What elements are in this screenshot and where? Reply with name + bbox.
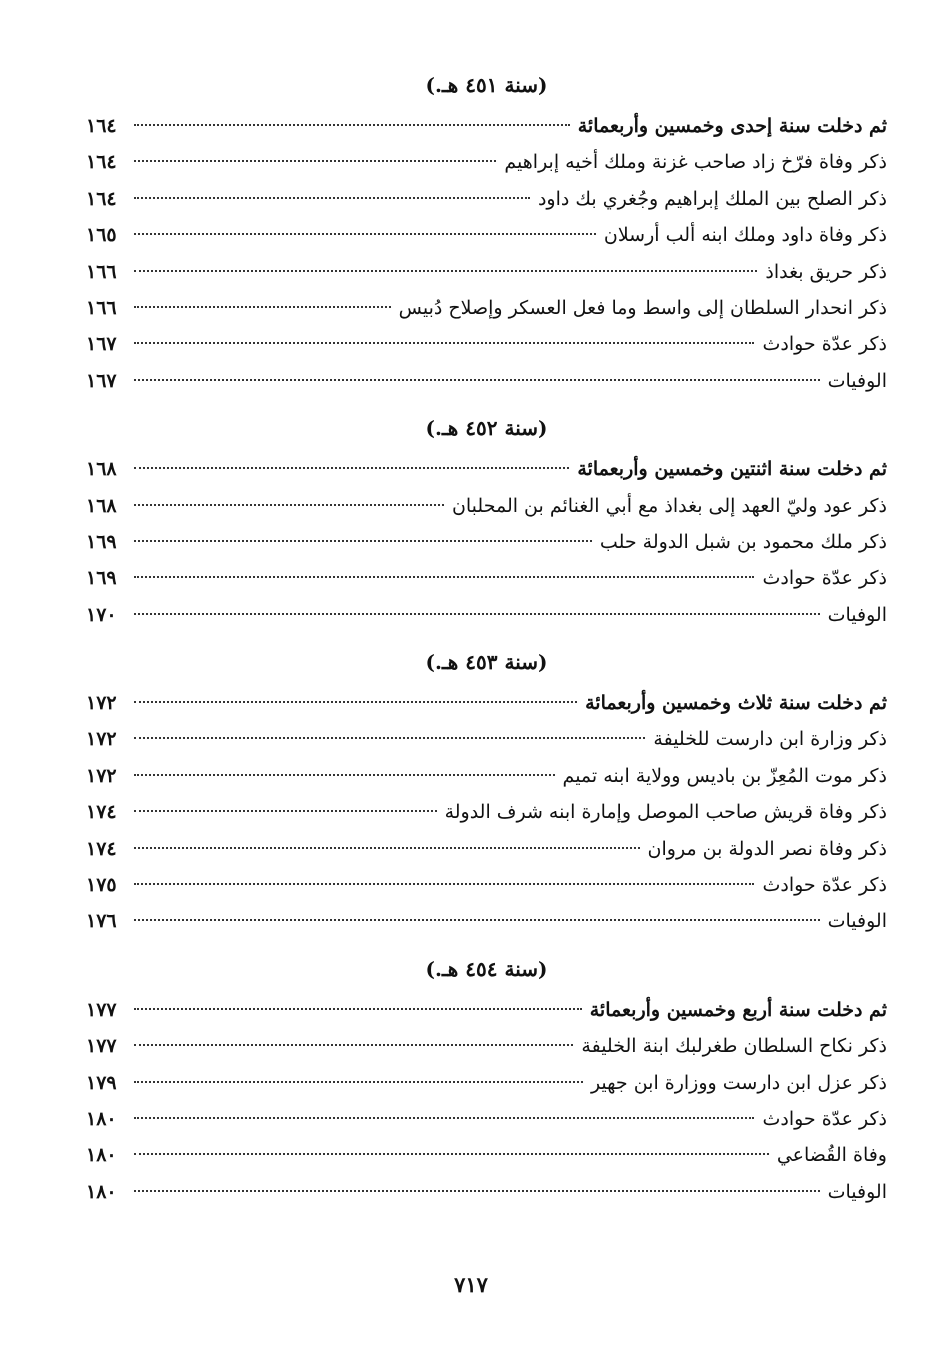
- toc-entry: [86, 181, 887, 217]
- entry-page-number: ١٧٤: [86, 837, 117, 860]
- toc-entry: [86, 831, 887, 867]
- dot-leader: [134, 774, 555, 776]
- toc-entry: [86, 326, 887, 362]
- entry-page-number: ١٧٤: [86, 801, 117, 824]
- toc-section: [86, 643, 887, 940]
- toc-entry: [86, 488, 887, 524]
- entry-label: ثم دخلت سنة إحدى وخمسين وأربعمائة: [577, 115, 887, 137]
- dot-leader: [134, 504, 444, 506]
- toc-entry: [86, 1028, 887, 1064]
- toc-entry: [86, 992, 887, 1028]
- entry-page-number: ١٧٢: [86, 692, 117, 715]
- toc-entry: [86, 524, 887, 560]
- dot-leader: [134, 1081, 583, 1083]
- entry-page-number: ١٧٧: [86, 998, 117, 1021]
- toc-entry: [86, 903, 887, 939]
- dot-leader: [134, 233, 596, 235]
- dot-leader: [134, 701, 577, 703]
- toc-entry: [86, 1137, 887, 1173]
- dot-leader: [134, 270, 757, 272]
- entry-page-number: ١٦٤: [86, 115, 117, 137]
- entry-label: ذكر موت المُعِزّ بن باديس وولاية ابنه تميم: [562, 764, 887, 787]
- entry-page-number: ١٦٦: [86, 260, 117, 283]
- toc-entry: [86, 451, 887, 487]
- entry-label: الوفيات: [827, 603, 887, 626]
- entry-page-number: ١٨٠: [86, 1107, 117, 1130]
- toc-section: [86, 950, 887, 1210]
- dot-leader: [134, 160, 496, 162]
- entry-page-number: ١٧٢: [86, 728, 117, 751]
- entry-label: ذكر وفاة نصر الدولة بن مروان: [647, 837, 887, 860]
- entry-label: وفاة القُضاعي: [776, 1144, 887, 1167]
- entry-label: ثم دخلت سنة ثلاث وخمسين وأربعمائة: [585, 692, 887, 715]
- toc-entry: [86, 217, 887, 253]
- entry-label: ذكر عدّة حوادث: [762, 1107, 887, 1130]
- dot-leader: [134, 540, 592, 542]
- toc-entry: [86, 1101, 887, 1137]
- page-number: ٧١٧: [454, 1272, 488, 1297]
- entry-label: ذكر وفاة داود وملك ابنه ألب أرسلان: [603, 224, 887, 247]
- section-title: (سنة ٤٥٤ هـ.): [425, 956, 548, 981]
- entry-page-number: ١٧٧: [86, 1035, 117, 1058]
- entry-label: ذكر عدّة حوادث: [762, 333, 887, 356]
- entry-label: ذكر وزارة ابن دارست للخليفة: [653, 728, 887, 751]
- entry-label: الوفيات: [827, 1180, 887, 1203]
- entry-label: الوفيات: [827, 910, 887, 933]
- entry-page-number: ١٧٥: [86, 874, 117, 897]
- toc-entry: [86, 1174, 887, 1210]
- entry-page-number: ١٦٨: [86, 458, 117, 481]
- entry-page-number: ١٧٩: [86, 1071, 117, 1094]
- entry-label: ثم دخلت سنة اثنتين وخمسين وأربعمائة: [577, 458, 887, 481]
- toc-sections: [86, 66, 887, 1210]
- toc-entry: [86, 867, 887, 903]
- entry-page-number: ١٧٠: [86, 603, 117, 626]
- entry-label: ذكر عدّة حوادث: [762, 874, 887, 897]
- dot-leader: [134, 1008, 582, 1010]
- entry-page-number: ١٦٧: [86, 369, 117, 392]
- dot-leader: [134, 847, 640, 849]
- entry-page-number: ١٦٥: [86, 224, 117, 247]
- dot-leader: [134, 379, 820, 381]
- entry-page-number: ١٦٧: [86, 333, 117, 356]
- toc-section: [86, 409, 887, 633]
- entry-label: ذكر وفاة قريش صاحب الموصل وإمارة ابنه شرف الدولة: [444, 801, 887, 824]
- entry-label: ذكر عدّة حوادث: [762, 567, 887, 590]
- dot-leader: [134, 467, 569, 469]
- entry-page-number: ١٦٩: [86, 530, 117, 553]
- entry-label: ذكر وفاة فرّخ زاد صاحب غزنة وملك أخيه إبراهيم: [504, 151, 887, 174]
- entry-label: ذكر انحدار السلطان إلى واسط وما فعل العسكر وإصلاح دُبيس: [398, 296, 887, 319]
- dot-leader: [134, 1190, 820, 1192]
- entry-label: ثم دخلت سنة أربع وخمسين وأربعمائة: [589, 998, 887, 1021]
- section-title: (سنة ٤٥٢ هـ.): [425, 416, 548, 441]
- toc-entry: [86, 1065, 887, 1101]
- dot-leader: [134, 1153, 769, 1155]
- entry-label: ذكر عود وليّ العهد إلى بغداذ مع أبي الغنائم بن المحلبان: [451, 494, 887, 517]
- entry-page-number: ١٧٢: [86, 764, 117, 787]
- entry-page-number: ١٦٦: [86, 296, 117, 319]
- entry-page-number: ١٦٤: [86, 151, 117, 174]
- entry-page-number: ١٦٩: [86, 567, 117, 590]
- entry-label: ذكر نكاح السلطان طغرلبك ابنة الخليفة: [581, 1035, 887, 1058]
- toc-entry: [86, 108, 887, 144]
- dot-leader: [134, 810, 437, 812]
- entry-label: ذكر الصلح بين الملك إبراهيم وجُغري بك داود: [537, 187, 887, 210]
- section-title: (سنة ٤٥١ هـ.): [425, 73, 548, 97]
- toc-entry: [86, 254, 887, 290]
- toc-entry: [86, 721, 887, 757]
- dot-leader: [134, 124, 570, 126]
- entry-label: ذكر حريق بغداذ: [765, 260, 887, 283]
- entry-page-number: ١٨٠: [86, 1144, 117, 1167]
- toc-entry: [86, 597, 887, 633]
- dot-leader: [134, 737, 645, 739]
- toc-entry: [86, 363, 887, 399]
- toc-entry: [86, 685, 887, 721]
- entry-page-number: ١٦٨: [86, 494, 117, 517]
- toc-entry: [86, 560, 887, 596]
- dot-leader: [134, 613, 820, 615]
- entry-page-number: ١٦٤: [86, 187, 117, 210]
- entry-page-number: ١٧٦: [86, 910, 117, 933]
- entry-label: الوفيات: [827, 369, 887, 392]
- toc-entry: [86, 290, 887, 326]
- toc-entry: [86, 758, 887, 794]
- entry-label: ذكر عزل ابن دارست ووزارة ابن جهير: [590, 1071, 887, 1094]
- dot-leader: [134, 306, 391, 308]
- dot-leader: [134, 576, 754, 578]
- dot-leader: [134, 883, 754, 885]
- dot-leader: [134, 919, 820, 921]
- dot-leader: [134, 1117, 754, 1119]
- toc-entry: [86, 144, 887, 180]
- toc-section: [86, 66, 887, 399]
- entry-label: ذكر ملك محمود بن شبل الدولة حلب: [599, 530, 887, 553]
- entry-page-number: ١٨٠: [86, 1180, 117, 1203]
- section-title: (سنة ٤٥٣ هـ.): [425, 650, 548, 675]
- dot-leader: [134, 1044, 573, 1046]
- dot-leader: [134, 342, 754, 344]
- toc-entry: [86, 794, 887, 830]
- dot-leader: [134, 197, 530, 199]
